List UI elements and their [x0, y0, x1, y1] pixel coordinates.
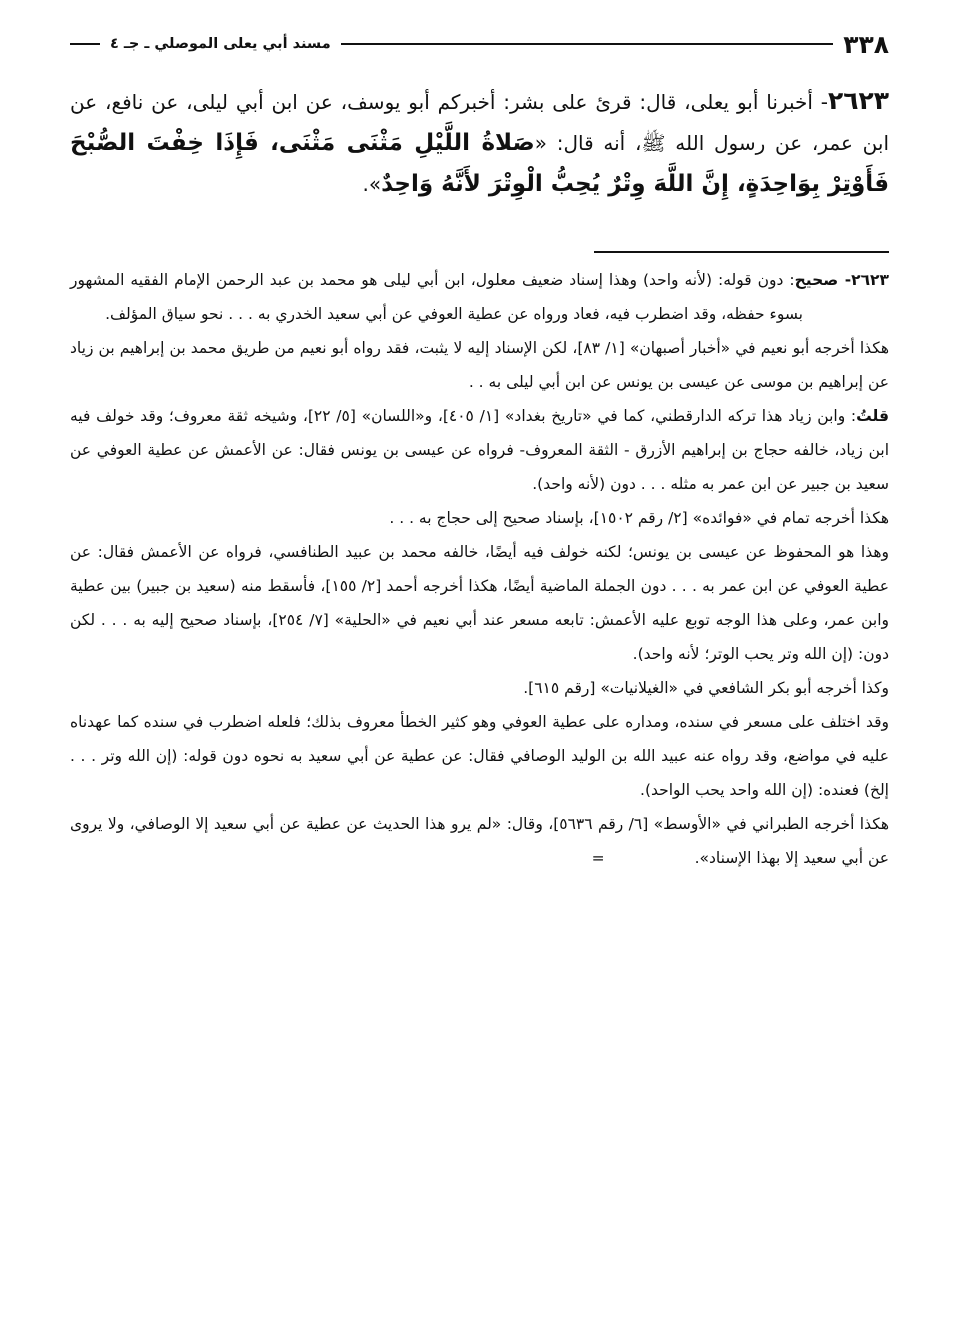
- note-paragraph: هكذا أخرجه أبو نعيم في «أخبار أصبهان» [١/ ٨٣]، لكن الإسناد إليه لا يثبت، فقد رواه أبو نعيم من طريق محمد بن إبراهيم بن زياد عن إبراهيم بن موسى عن عيسى بن يونس عن ابن أبي ليلى به . .: [70, 339, 889, 391]
- hadith-closing: ».: [362, 172, 382, 196]
- note-paragraph: [70, 807, 889, 875]
- hadith-text: [70, 80, 889, 205]
- note-paragraph: وقد اختلف على مسعر في سنده، ومداره على عطية العوفي وهو كثير الخطأ معروف بذلك؛ فلعله اضطرب في سنده كما عهدناه عليه في مواضع، وقد رواه عنه عبيد الله بن الوليد الوصافي فقال: عن عطية عن أبي سعيد به نحوه دون قوله: (إن الله وتر . . . إلخ) فعنده: (إن الله واحد يحب الواحد).: [70, 713, 889, 799]
- note-paragraph: [70, 263, 889, 331]
- hadith-matn: صَلاةُ اللَّيْلِ مَثْنَى مَثْنَى، فَإِذَا خِفْتَ الصُّبْحَ فَأَوْتِرْ بِوَاحِدَةٍ، إِنَّ اللَّهَ وِتْرٌ يُحِبُّ الْوِتْرَ لأَنَّهُ وَاحِدٌ: [70, 130, 889, 197]
- note-paragraph: [70, 399, 889, 501]
- running-header: [70, 26, 889, 62]
- note-paragraph: هكذا أخرجه تمام في «فوائده» [٢/ رقم ١٥٠٢]، بإسناد صحيح إلى حجاج به . . .: [389, 509, 889, 527]
- note-text: : وابن زياد هذا تركه الدارقطني، كما في «تاريخ بغداد» [١/ ٤٠٥]، و«اللسان» [٥/ ٢٢]، وشيخه ثقة معروف؛ وقد خولف فيه ابن زياد، خالفه حجاج بن إبراهيم الأزرق - الثقة المعروف- فرواه عن عيسى بن يونس فقال: عن الأعمش عن عطية العوفي عن سعيد بن جبير عن ابن عمر به مثله . . . دون (لأنه واحد).: [70, 407, 889, 493]
- header-rule: [341, 43, 834, 45]
- note-text: هكذا أخرجه الطبراني في «الأوسط» [٦/ رقم ٥٦٣٦]، وقال: «لم يرو هذا الحديث عن عطية عن أبي سعيد إلا الوصافي، ولا يروى عن أبي سعيد إلا بهذا الإسناد».: [70, 815, 889, 867]
- continuation-mark: =: [591, 849, 605, 867]
- note-text: : دون قوله: (لأنه واحد) وهذا إسناد ضعيف معلول، ابن أبي ليلى هو محمد بن عبد الرحمن الإمام الفقيه المشهور بسوء حفظه، وقد اضطرب فيه، فعاد ورواه عن عطية العوفي عن أبي سعيد الخدري به . . . نحو سياق المؤلف.: [70, 271, 803, 323]
- note-paragraph: وكذا أخرجه أبو بكر الشافعي في «الغيلانيات» [رقم ٦١٥].: [523, 679, 889, 697]
- note-label: قلتُ: [856, 407, 890, 425]
- page-number: ٣٣٨: [843, 29, 889, 59]
- hadith-isnad: - أخبرنا أبو يعلى، قال: قرئ على بشر: أخبركم أبو يوسف، عن ابن أبي ليلى، عن نافع، عن ابن عمر، عن رسول الله ﷺ، أنه قال: «: [70, 90, 889, 155]
- hadith-number: ٢٦٢٣: [827, 86, 889, 115]
- book-title: مسند أبي يعلى الموصلي ـ جـ ٤: [110, 36, 331, 52]
- commentary: [70, 263, 889, 875]
- footnote-divider: [594, 251, 889, 253]
- note-label: ٢٦٢٣- صحيح: [794, 271, 889, 289]
- note-paragraph: وهذا هو المحفوظ عن عيسى بن يونس؛ لكنه خولف فيه أيضًا، خالفه محمد بن عبيد الطنافسي، فرواه عن الأعمش فقال: عن عطية العوفي عن ابن عمر به . . . دون الجملة الماضية أيضًا، هكذا أخرجه أحمد [٢/ ١٥٥]، فأسقط منه (سعيد بن جبير) بين عطية وابن عمر، وعلى هذا الوجه توبع عليه الأعمش: تابعه مسعر عند أبي نعيم في «الحلية» [٧/ ٢٥٤]، بإسناد صحيح إليه به . . . لكن دون: (إن الله وتر يحب الوتر؛ لأنه واحد).: [70, 543, 890, 663]
- header-dash: [70, 43, 100, 45]
